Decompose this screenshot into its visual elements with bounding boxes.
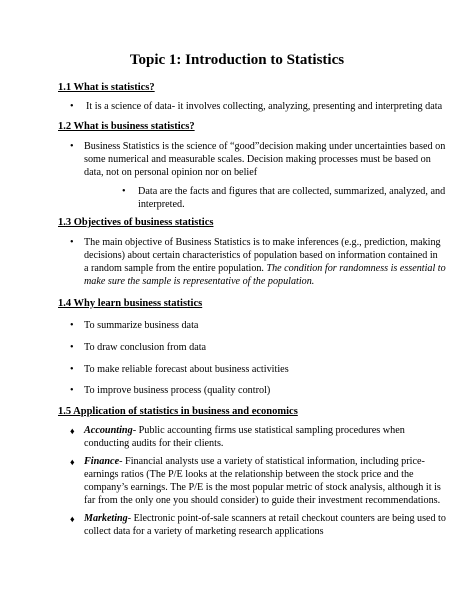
- text-line: [84, 424, 405, 437]
- diamond-bullet-icon: ♦: [70, 426, 75, 436]
- heading-objectives: 1.3 Objectives of business statistics: [58, 217, 214, 228]
- text-line: [84, 455, 441, 468]
- bullet-text: It is a science of data- it involves collecting, analyzing, presenting and interpreting data: [86, 101, 443, 112]
- text-line: data, not on personal opinion nor on belief: [84, 167, 258, 178]
- text-line: some numerical and measurable scales. Decision making processes must be based on: [84, 154, 431, 165]
- text-line: [84, 512, 446, 525]
- bullet-text: [138, 185, 445, 211]
- text-line: Data are the facts and figures that are collected, summarized, analyzed, and: [138, 186, 446, 197]
- bullet-icon: •: [70, 101, 74, 112]
- text-line: decisions) about certain characteristics of population based on information contained in: [84, 250, 438, 261]
- marketing-label: Marketing: [84, 513, 128, 524]
- emphasis-text: The condition for randomness is essential to: [266, 263, 446, 274]
- text-line: Business Statistics is the science of “good”decision making under uncertainties based on: [84, 141, 446, 152]
- diamond-bullet-icon: ♦: [70, 457, 75, 467]
- heading-business-statistics: 1.2 What is business statistics?: [58, 121, 195, 132]
- bullet-icon: •: [70, 342, 74, 353]
- heading-why-learn: 1.4 Why learn business statistics: [58, 298, 203, 309]
- text-line: far from the only one you should consider) to guide their investment recommendations.: [84, 495, 441, 506]
- text-segment: - Financial analysts use a variety of statistical information, including price-: [119, 456, 425, 467]
- bullet-icon: •: [122, 186, 126, 197]
- accounting-label: Accounting: [84, 425, 133, 436]
- text-line: earnings ratios (The P/E looks at the relationship between the stock price and the: [84, 469, 414, 480]
- text-line: The main objective of Business Statistics is to make inferences (e.g., prediction, making: [84, 237, 441, 248]
- diamond-bullet-icon: ♦: [70, 514, 75, 524]
- bullet-icon: •: [70, 364, 74, 375]
- list-item-text: To draw conclusion from data: [84, 342, 207, 353]
- bullet-text: [84, 512, 446, 538]
- heading-applications: 1.5 Application of statistics in business and economics: [58, 406, 298, 417]
- text-segment: - Public accounting firms use statistical sampling procedures when: [132, 425, 405, 436]
- finance-label: Finance: [84, 456, 120, 467]
- text-segment: a random sample from the entire population.: [84, 263, 267, 274]
- text-line: interpreted.: [138, 199, 185, 210]
- heading-what-is-statistics: 1.1 What is statistics?: [58, 82, 155, 93]
- text-line: company’s earnings. The P/E is the most popular metric of stock analysis, although it is: [84, 482, 441, 493]
- bullet-icon: •: [70, 385, 74, 396]
- bullet-icon: •: [70, 141, 74, 152]
- list-item-text: To improve business process (quality control): [84, 385, 271, 396]
- list-item-text: To summarize business data: [84, 320, 199, 331]
- bullet-icon: •: [70, 320, 74, 331]
- text-line: collect data for a variety of marketing research applications: [84, 526, 324, 537]
- bullet-text: [84, 424, 405, 450]
- bullet-text: [84, 140, 445, 179]
- bullet-icon: •: [70, 237, 74, 248]
- bullet-text: [84, 455, 441, 507]
- text-line: conducting audits for their clients.: [84, 438, 224, 449]
- text-segment: - Electronic point-of-sale scanners at retail checkout counters are being used to: [127, 513, 446, 524]
- list-item-text: To make reliable forecast about business activities: [84, 364, 289, 375]
- text-line: make sure the sample is representative of the population.: [84, 276, 315, 287]
- text-line: [84, 262, 446, 275]
- page-title: Topic 1: Introduction to Statistics: [129, 52, 345, 68]
- bullet-text: [84, 236, 446, 288]
